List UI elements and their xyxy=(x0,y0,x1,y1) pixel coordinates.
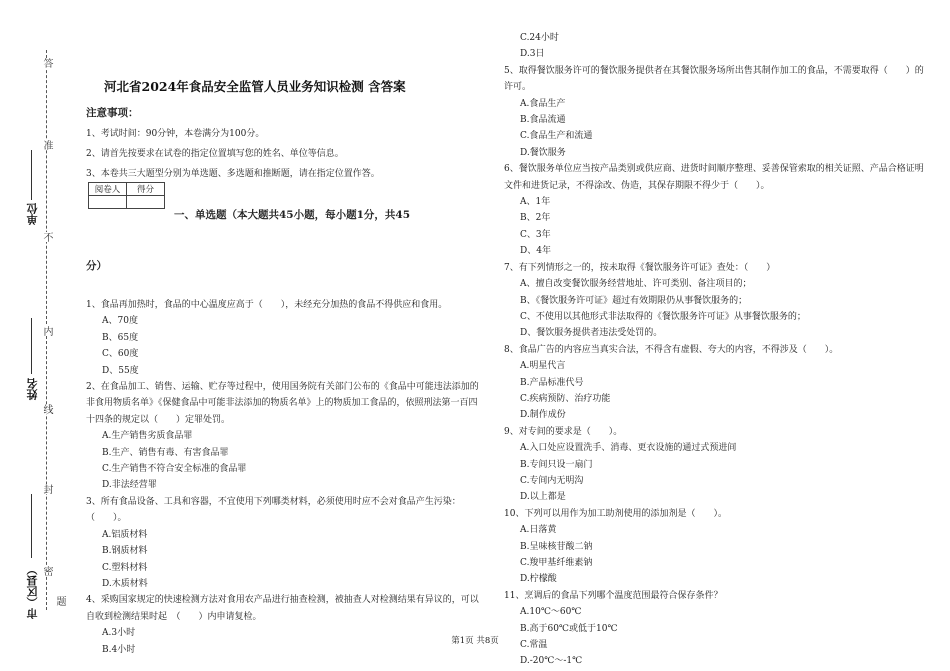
answer-option[interactable]: C.羧甲基纤维素钠 xyxy=(520,558,593,568)
notice-heading: 注意事项： xyxy=(86,107,139,119)
name-label: 姓名 xyxy=(26,378,39,400)
answer-option[interactable]: C.食品生产和流通 xyxy=(520,131,593,142)
grader-cell: 阅卷人 xyxy=(89,183,127,196)
answer-option[interactable]: A.入口处应设置洗手、消毒、更衣设施的通过式预进间 xyxy=(520,443,737,454)
margin-char: 内 xyxy=(41,326,52,336)
page-footer: 第1页 共8页 xyxy=(451,636,499,646)
margin-char: 封 xyxy=(41,484,52,494)
question-text: 8、食品广告的内容应当真实合法，不得含有虚假、夸大的内容，不得涉及（ ）。 xyxy=(504,344,839,355)
answer-option[interactable]: B.食品流通 xyxy=(520,115,566,126)
answer-option[interactable]: B.呈味核苷酸二钠 xyxy=(520,541,593,552)
answer-option[interactable]: A.生产销售劣质食品罪 xyxy=(102,431,193,442)
answer-option[interactable]: A、擅自改变餐饮服务经营地址、许可类别、备注项目的； xyxy=(520,279,752,290)
answer-option[interactable]: B.4小时 xyxy=(102,644,136,655)
question-text: 6、餐饮服务单位应当按产品类别或供应商、进货时间顺序整理、妥善保管索取的相关证照、产品合格证明文件和进货记录，不得涂改、伪造，其保存期限不得少于（ ）。 xyxy=(504,164,924,191)
answer-option[interactable]: D、55度 xyxy=(102,365,139,376)
answer-option[interactable]: A、1年 xyxy=(520,197,551,208)
score-cell: 得分 xyxy=(127,183,165,196)
answer-option[interactable]: D.柠檬酸 xyxy=(520,574,557,585)
question-text: 2、在食品加工、销售、运输、贮存等过程中，使用国务院有关部门公布的《食品中可能违法添加的非食用物质名单》《保健食品中可能非法添加的物质名单》上的物质加工食品的，依照刑法第一百四十四条的规定以（ ）定罪处罚。 xyxy=(86,382,479,425)
question-text: 10、下列可以用作为加工助剂使用的添加剂是（ ）。 xyxy=(504,508,727,519)
city-label: 市（区县） xyxy=(26,564,39,619)
notice-item: 2、请首先按要求在试卷的指定位置填写您的姓名、单位等信息。 xyxy=(86,149,344,159)
answer-option[interactable]: D.餐饮服务 xyxy=(520,147,566,158)
question-text: 11、烹调后的食品下列哪个温度范围最符合保存条件？ xyxy=(504,590,723,601)
answer-option[interactable]: D.木质材料 xyxy=(102,578,148,589)
answer-option[interactable]: A、70度 xyxy=(102,316,138,327)
answer-option[interactable]: B、《餐饮服务许可证》超过有效期限仍从事餐饮服务的； xyxy=(520,295,748,306)
answer-option[interactable]: A.日落黄 xyxy=(520,525,557,536)
answer-option[interactable]: D、4年 xyxy=(520,246,551,257)
answer-option[interactable]: C、60度 xyxy=(102,349,139,360)
margin-char: 不 xyxy=(41,232,52,242)
answer-option[interactable]: A.10℃～60℃ xyxy=(520,607,582,618)
document-title: 河北省2024年食品安全监管人员业务知识检测 含答案 xyxy=(104,79,406,94)
margin-char: 答 xyxy=(41,58,52,68)
answer-option[interactable]: A.3小时 xyxy=(102,628,136,639)
answer-option[interactable]: B.高于60℃或低于10℃ xyxy=(520,623,618,634)
answer-option[interactable]: D.3日 xyxy=(520,49,545,60)
answer-option[interactable]: A.铝质材料 xyxy=(102,529,148,540)
unit-label: 单位 xyxy=(26,203,39,225)
answer-option[interactable]: B.生产、销售有毒、有害食品罪 xyxy=(102,447,229,458)
answer-option[interactable]: A.食品生产 xyxy=(520,98,566,109)
answer-option[interactable]: C.生产销售不符合安全标准的食品罪 xyxy=(102,464,247,475)
margin-char: 线 xyxy=(41,404,52,414)
answer-option[interactable]: D.-20℃～-1℃ xyxy=(520,656,583,667)
margin-char: 准 xyxy=(41,140,52,150)
question-text: 3、所有食品设备、工具和容器，不宜使用下列哪类材料，必须使用时应不会对食品产生污染：（ ）。 xyxy=(86,496,461,524)
answer-option[interactable]: B、65度 xyxy=(102,332,139,343)
question-text: 4、采购国家规定的快速检测方法对食用农产品进行抽查检测，被抽查人对检测结果有异议的，可以自收到检测结果时起 （ ）内申请复检。 xyxy=(86,595,479,622)
answer-option[interactable]: C.专间内无明沟 xyxy=(520,475,584,486)
answer-option[interactable]: D.非法经营罪 xyxy=(102,480,157,491)
question-text: 5、取得餐饮服务许可的餐饮服务提供者在其餐饮服务场所出售其制作加工的食品，不需要取得（ ）的许可。 xyxy=(504,65,924,93)
grader-blank[interactable] xyxy=(89,196,127,209)
answer-option[interactable]: C.常温 xyxy=(520,640,548,651)
answer-option[interactable]: A.明星代言 xyxy=(520,361,566,372)
question-column-left xyxy=(86,297,484,658)
answer-option[interactable]: D、餐饮服务提供者违法受处罚的。 xyxy=(520,328,663,339)
answer-option[interactable]: C.24小时 xyxy=(520,33,559,43)
binding-margin xyxy=(0,0,65,671)
question-column-right xyxy=(504,30,924,670)
answer-option[interactable]: D.以上都是 xyxy=(520,492,566,503)
answer-option[interactable]: B.专间只设一扇门 xyxy=(520,459,593,470)
score-table xyxy=(88,182,165,209)
score-blank[interactable] xyxy=(127,196,165,209)
answer-option[interactable]: D.制作成份 xyxy=(520,410,566,421)
section-title-cont: 分） xyxy=(86,260,107,272)
notice-item: 1、考试时间：90分钟，本卷满分为100分。 xyxy=(86,129,265,139)
section-title: 一、单选题（本大题共45小题，每小题1分，共45 xyxy=(174,209,411,221)
unit-underline xyxy=(31,150,32,200)
name-underline xyxy=(31,318,32,374)
question-text: 9、对专间的要求是（ ）。 xyxy=(504,426,623,437)
margin-char: 密 xyxy=(41,566,52,576)
question-text: 7、有下列情形之一的，按未取得《餐饮服务许可证》查处：（ ） xyxy=(504,262,776,273)
margin-char: 题 xyxy=(54,596,65,606)
answer-option[interactable]: C.疾病预防、治疗功能 xyxy=(520,393,611,404)
question-text: 1、食品再加热时，食品的中心温度应高于（ ），未经充分加热的食品不得供应和食用。 xyxy=(86,300,448,310)
answer-option[interactable]: C.塑料材料 xyxy=(102,562,148,573)
answer-option[interactable]: B、2年 xyxy=(520,213,551,224)
city-underline xyxy=(31,494,32,558)
answer-option[interactable]: C、不使用以其他形式非法取得的《餐饮服务许可证》从事餐饮服务的； xyxy=(520,311,806,322)
notice-item: 3、本卷共三大题型分别为单选题、多选题和推断题，请在指定位置作答。 xyxy=(86,169,380,179)
answer-option[interactable]: C、3年 xyxy=(520,229,551,240)
answer-option[interactable]: B.钢质材料 xyxy=(102,546,148,557)
answer-option[interactable]: B.产品标准代号 xyxy=(520,377,584,388)
